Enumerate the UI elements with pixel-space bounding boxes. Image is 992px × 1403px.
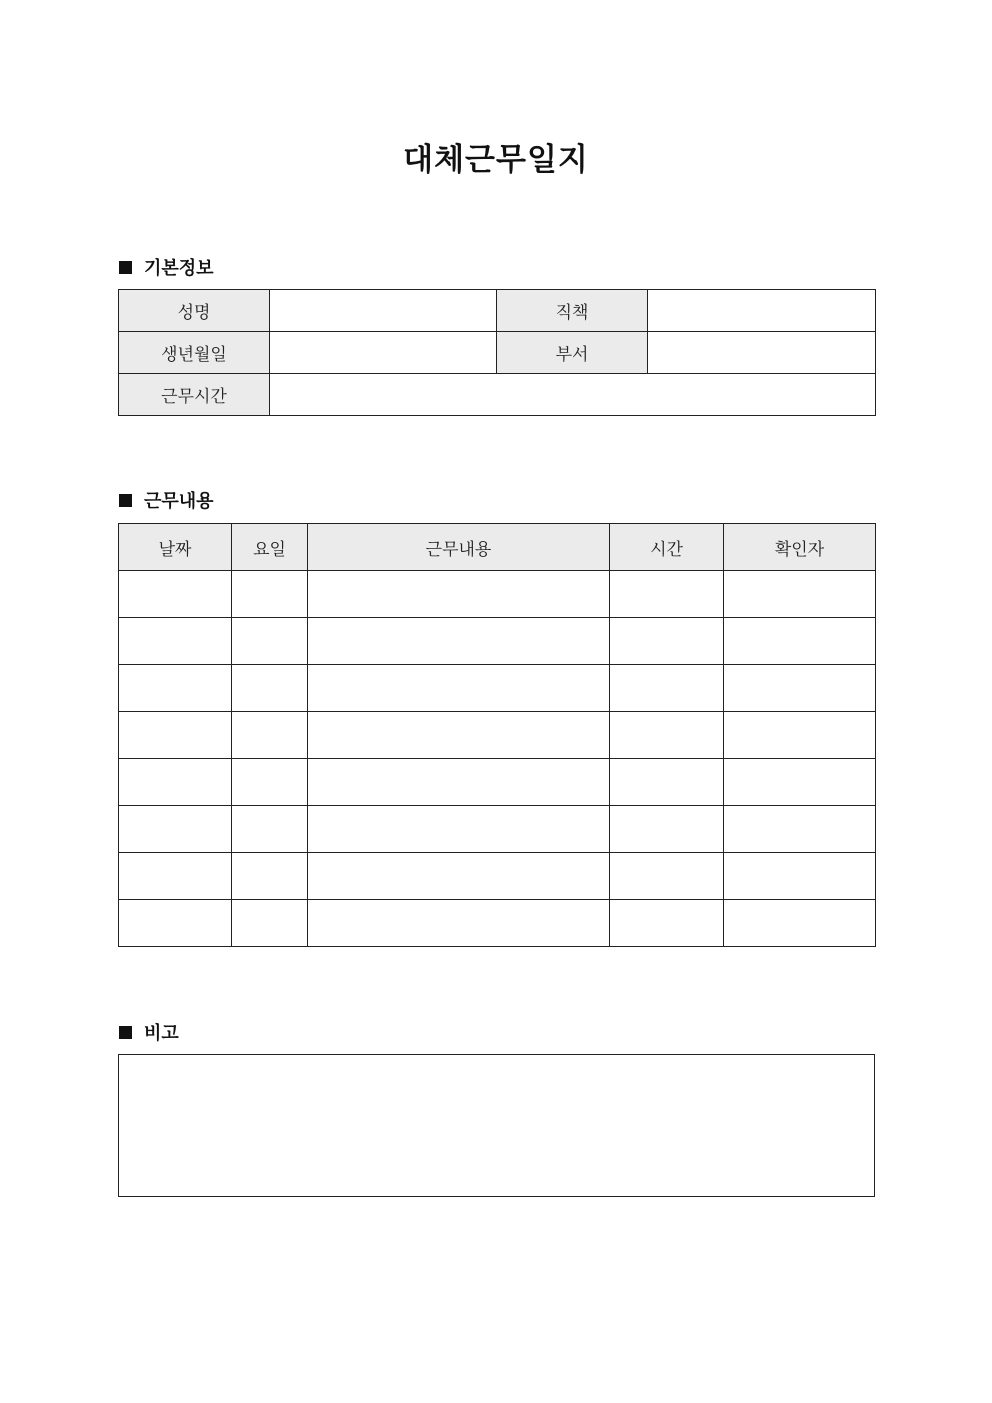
header-weekday: 요일 (232, 524, 308, 571)
work-content-cell[interactable] (308, 853, 610, 900)
name-label: 성명 (119, 290, 270, 332)
remarks-box[interactable] (118, 1054, 875, 1197)
section-heading-remarks (119, 1019, 179, 1045)
basic-info-table (118, 289, 876, 416)
square-bullet-icon (119, 494, 132, 507)
time-cell[interactable] (610, 618, 724, 665)
table-row (119, 806, 876, 853)
work-content-cell[interactable] (308, 712, 610, 759)
table-row (119, 618, 876, 665)
weekday-cell[interactable] (232, 571, 308, 618)
weekday-cell[interactable] (232, 759, 308, 806)
work-hours-label: 근무시간 (119, 374, 270, 416)
square-bullet-icon (119, 261, 132, 274)
birthdate-label: 생년월일 (119, 332, 270, 374)
header-time: 시간 (610, 524, 724, 571)
confirmer-cell[interactable] (724, 806, 876, 853)
table-row (119, 853, 876, 900)
date-cell[interactable] (119, 618, 232, 665)
confirmer-cell[interactable] (724, 712, 876, 759)
weekday-cell[interactable] (232, 712, 308, 759)
work-content-cell[interactable] (308, 759, 610, 806)
work-hours-field[interactable] (270, 374, 876, 416)
work-content-cell[interactable] (308, 665, 610, 712)
date-cell[interactable] (119, 900, 232, 947)
weekday-cell[interactable] (232, 853, 308, 900)
section-heading-label: 비고 (144, 1023, 179, 1044)
date-cell[interactable] (119, 853, 232, 900)
name-field[interactable] (270, 290, 497, 332)
confirmer-cell[interactable] (724, 900, 876, 947)
department-label: 부서 (497, 332, 648, 374)
time-cell[interactable] (610, 759, 724, 806)
confirmer-cell[interactable] (724, 618, 876, 665)
weekday-cell[interactable] (232, 618, 308, 665)
time-cell[interactable] (610, 853, 724, 900)
time-cell[interactable] (610, 712, 724, 759)
square-bullet-icon (119, 1026, 132, 1039)
department-field[interactable] (648, 332, 876, 374)
work-content-cell[interactable] (308, 618, 610, 665)
confirmer-cell[interactable] (724, 571, 876, 618)
header-work-content: 근무내용 (308, 524, 610, 571)
table-row (119, 712, 876, 759)
header-date: 날짜 (119, 524, 232, 571)
date-cell[interactable] (119, 806, 232, 853)
confirmer-cell[interactable] (724, 665, 876, 712)
position-label: 직책 (497, 290, 648, 332)
table-row (119, 900, 876, 947)
table-row (119, 665, 876, 712)
work-content-cell[interactable] (308, 900, 610, 947)
time-cell[interactable] (610, 900, 724, 947)
section-heading-work-content (119, 487, 214, 513)
confirmer-cell[interactable] (724, 853, 876, 900)
confirmer-cell[interactable] (724, 759, 876, 806)
document-title: 대체근무일지 (403, 142, 589, 178)
time-cell[interactable] (610, 665, 724, 712)
date-cell[interactable] (119, 571, 232, 618)
date-cell[interactable] (119, 759, 232, 806)
section-heading-label: 기본정보 (144, 258, 214, 279)
work-content-cell[interactable] (308, 806, 610, 853)
position-field[interactable] (648, 290, 876, 332)
weekday-cell[interactable] (232, 900, 308, 947)
birthdate-field[interactable] (270, 332, 497, 374)
date-cell[interactable] (119, 712, 232, 759)
weekday-cell[interactable] (232, 806, 308, 853)
table-row (119, 759, 876, 806)
header-confirmer: 확인자 (724, 524, 876, 571)
weekday-cell[interactable] (232, 665, 308, 712)
time-cell[interactable] (610, 806, 724, 853)
section-heading-basic-info (119, 254, 214, 280)
work-content-cell[interactable] (308, 571, 610, 618)
time-cell[interactable] (610, 571, 724, 618)
date-cell[interactable] (119, 665, 232, 712)
section-heading-label: 근무내용 (144, 491, 214, 512)
table-row (119, 571, 876, 618)
work-content-table (118, 523, 876, 947)
